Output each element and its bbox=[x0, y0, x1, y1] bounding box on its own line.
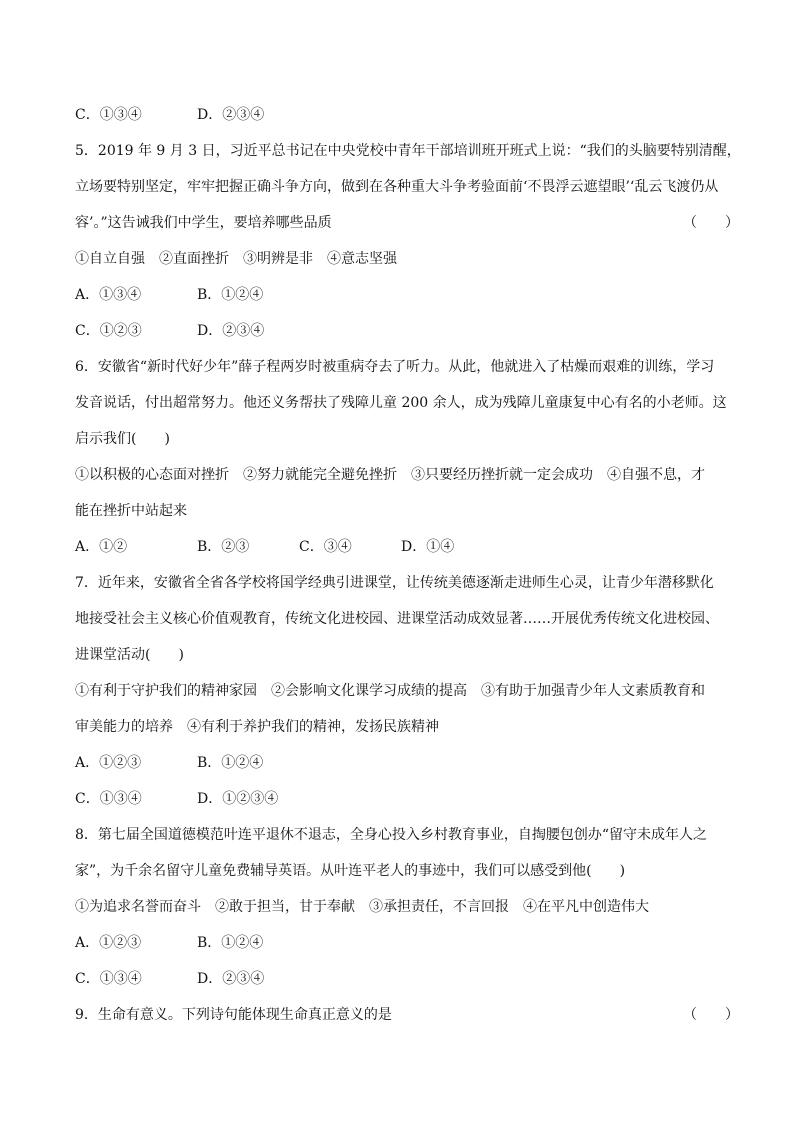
q7-option-a: A．①②③ bbox=[75, 755, 142, 771]
q8-option-c: C．①③④ bbox=[75, 971, 142, 987]
q6-option-d: D．①④ bbox=[401, 539, 455, 555]
q7-stem-line-1: 7．近年来，安徽省全省各学校将国学经典引进课堂，让传统美德逐渐走进师生心灵，让青少年潜移默化 bbox=[75, 575, 714, 591]
q5-stem-line-2: 立场要特别坚定，牢牢把握正确斗争方向，做到在各种重大斗争考验面前‘不畏浮云遮望眼’‘乱云飞渡仍从 bbox=[75, 179, 719, 195]
q6-option-a: A．①② bbox=[75, 539, 128, 555]
q7-option-b: B．①②④ bbox=[197, 755, 264, 771]
q6-items-line-2: 能在挫折中站起来 bbox=[75, 503, 187, 519]
q5-items: ①自立自强 ②直面挫折 ③明辨是非 ④意志坚强 bbox=[75, 251, 397, 267]
q7-stem-line-3: 进课堂活动( ) bbox=[75, 647, 184, 663]
q6-stem-line-1: 6．安徽省“新时代好少年”薛子程两岁时被重病夺去了听力。从此，他就进入了枯燥而艰难的训练，学习 bbox=[75, 359, 715, 375]
q6-option-c: C．③④ bbox=[299, 539, 352, 555]
q5-option-d: D．②③④ bbox=[197, 323, 265, 339]
q7-items-line-2: 审美能力的培养 ④有利于养护我们的精神，发扬民族精神 bbox=[75, 719, 439, 735]
q8-option-b: B．①②④ bbox=[197, 935, 264, 951]
q7-option-d: D．①②③④ bbox=[197, 791, 279, 807]
q5-option-a: A．①③④ bbox=[75, 287, 142, 303]
q9-answer-paren: （ ） bbox=[683, 1007, 739, 1023]
q6-stem-line-3: 启示我们( ) bbox=[75, 431, 170, 447]
q8-option-d: D．②③④ bbox=[197, 971, 265, 987]
q8-stem-line-2: 家”，为千余名留守儿童免费辅导英语。从叶连平老人的事迹中，我们可以感受到他( ) bbox=[75, 863, 626, 879]
q7-stem-line-2: 地接受社会主义核心价值观教育，传统文化进校园、进课堂活动成效显著……开展优秀传统文化进校园、 bbox=[75, 611, 719, 627]
q6-option-b: B．②③ bbox=[197, 539, 250, 555]
q5-stem-line-1: 5．2019 年 9 月 3 日，习近平总书记在中央党校中青年干部培训班开班式上说：“我们的头脑要特别清醒， bbox=[75, 143, 741, 159]
q6-items-line-1: ①以积极的心态面对挫折 ②努力就能完全避免挫折 ③只要经历挫折就一定会成功 ④自强不息，才 bbox=[75, 467, 705, 483]
q6-stem-line-2: 发音说话，付出超常努力。他还义务帮扶了残障儿童 200 余人，成为残障儿童康复中心有名的小老师。这 bbox=[75, 395, 727, 411]
q5-answer-paren: （ ） bbox=[683, 215, 739, 231]
q4-option-c: C．①③④ bbox=[75, 107, 142, 123]
q5-stem-line-3: 容’。”这告诫我们中学生，要培养哪些品质 bbox=[75, 215, 332, 231]
q8-stem-line-1: 8．第七届全国道德模范叶连平退休不退志，全身心投入乡村教育事业，自掏腰包创办“留守未成年人之 bbox=[75, 827, 708, 843]
q7-items-line-1: ①有利于守护我们的精神家园 ②会影响文化课学习成绩的提高 ③有助于加强青少年人文素质教育和 bbox=[75, 683, 705, 699]
q8-items: ①为追求名誉而奋斗 ②敢于担当，甘于奉献 ③承担责任，不言回报 ④在平凡中创造伟大 bbox=[75, 899, 649, 915]
q7-option-c: C．①③④ bbox=[75, 791, 142, 807]
q8-option-a: A．①②③ bbox=[75, 935, 142, 951]
q5-option-b: B．①②④ bbox=[197, 287, 264, 303]
q4-option-d: D．②③④ bbox=[197, 107, 265, 123]
q5-option-c: C．①②③ bbox=[75, 323, 142, 339]
q9-stem: 9．生命有意义。下列诗句能体现生命真正意义的是 bbox=[75, 1007, 392, 1023]
